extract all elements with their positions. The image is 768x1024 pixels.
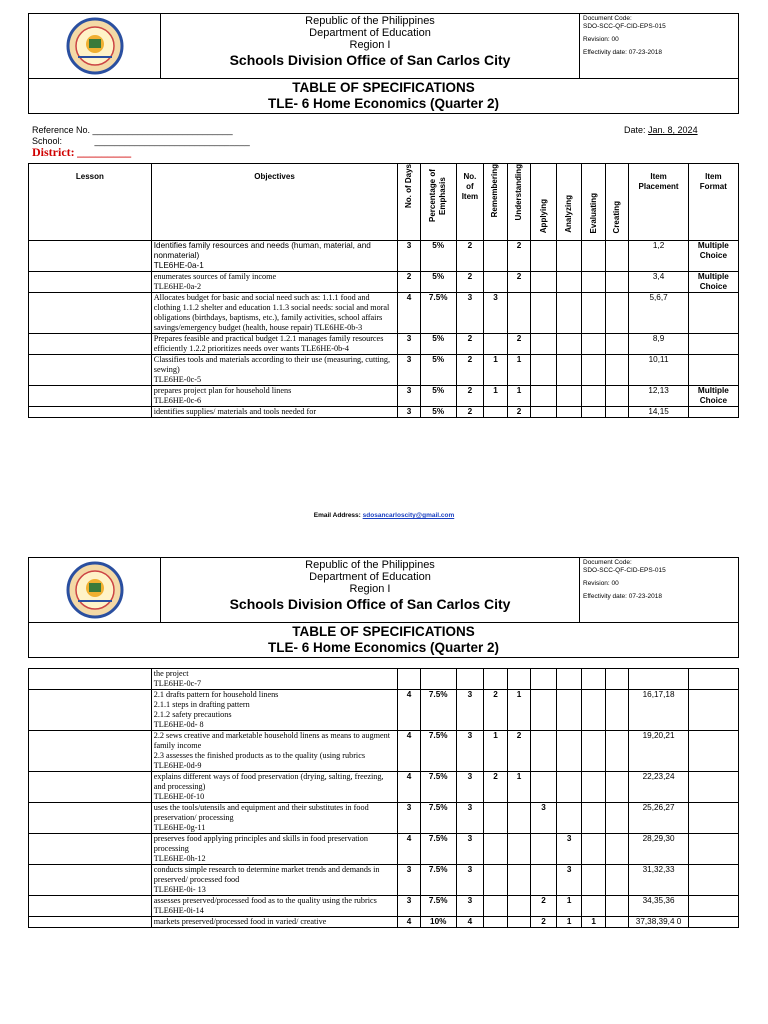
und-cell: [507, 865, 531, 896]
tos-table-page-1: [28, 163, 739, 418]
rem-cell: [484, 669, 508, 690]
items-cell: 3: [456, 896, 484, 917]
lesson-cell: [29, 772, 152, 803]
letterhead: [28, 13, 739, 114]
pct-cell: 5%: [420, 334, 456, 355]
ana-cell: [556, 241, 582, 272]
pct-cell: 7.5%: [420, 772, 456, 803]
app-cell: [531, 355, 557, 386]
rem-cell: 1: [484, 731, 508, 772]
placement-cell: 3,4: [629, 272, 688, 293]
app-cell: [531, 865, 557, 896]
placement-cell: 22,23,24: [629, 772, 688, 803]
reference-no: Reference No. ____________________________: [32, 125, 233, 135]
ana-cell: [556, 334, 582, 355]
format-cell: [688, 865, 738, 896]
lesson-cell: [29, 834, 152, 865]
eva-cell: [582, 669, 606, 690]
pct-cell: 7.5%: [420, 803, 456, 834]
lesson-cell: [29, 865, 152, 896]
format-cell: [688, 334, 738, 355]
pct-cell: 7.5%: [420, 865, 456, 896]
days-cell: 3: [398, 896, 421, 917]
cre-cell: [605, 241, 629, 272]
und-cell: [507, 917, 531, 928]
und-cell: 2: [507, 272, 531, 293]
revision-text: Revision: 00: [583, 580, 619, 587]
items-cell: 3: [456, 834, 484, 865]
placement-cell: 25,26,27: [629, 803, 688, 834]
app-cell: [531, 241, 557, 272]
table-row: [29, 386, 739, 407]
rem-cell: [484, 834, 508, 865]
cre-cell: [605, 690, 629, 731]
email-link[interactable]: sdosancarloscity@gmail.com: [362, 512, 455, 519]
days-cell: [398, 669, 421, 690]
table-row: [29, 917, 739, 928]
table-row: [29, 803, 739, 834]
lesson-cell: [29, 272, 152, 293]
format-cell: Multiple Choice: [688, 272, 738, 293]
app-cell: [531, 772, 557, 803]
remembering-header: Remembering: [490, 164, 500, 218]
days-header: No. of Days: [404, 164, 414, 209]
format-cell: [688, 731, 738, 772]
format-cell: [688, 669, 738, 690]
items-cell: 3: [456, 731, 484, 772]
table-row: [29, 669, 739, 690]
table-row: [29, 731, 739, 772]
lesson-header: Lesson: [29, 164, 152, 241]
department-text: Department of Education: [309, 571, 431, 583]
und-cell: [507, 834, 531, 865]
revision-text: Revision: 00: [583, 36, 619, 43]
format-cell: [688, 896, 738, 917]
table-row: [29, 834, 739, 865]
understanding-header: Understanding: [513, 164, 523, 221]
format-cell: Multiple Choice: [688, 386, 738, 407]
eva-cell: [582, 803, 606, 834]
app-cell: [531, 386, 557, 407]
items-cell: 3: [456, 690, 484, 731]
eva-cell: [582, 772, 606, 803]
days-cell: 4: [398, 834, 421, 865]
doc-code: SDO-SCC-QF-CID-EPS-015: [583, 23, 666, 30]
placement-cell: 16,17,18: [629, 690, 688, 731]
items-cell: 2: [456, 407, 484, 418]
email-label: Email Address:: [313, 512, 361, 519]
app-cell: 3: [531, 803, 557, 834]
lesson-cell: [29, 334, 152, 355]
pct-cell: 5%: [420, 386, 456, 407]
eva-cell: [582, 834, 606, 865]
rem-cell: 2: [484, 690, 508, 731]
rem-cell: 1: [484, 355, 508, 386]
lesson-cell: [29, 896, 152, 917]
items-cell: 4: [456, 917, 484, 928]
date-value: Jan. 8, 2024: [648, 125, 698, 135]
analyzing-header: Analyzing: [564, 195, 574, 233]
cre-cell: [605, 386, 629, 407]
letterhead-page-2: [28, 557, 739, 658]
school-line: _______________________________: [94, 136, 250, 146]
rem-cell: [484, 917, 508, 928]
pct-cell: 7.5%: [420, 293, 456, 334]
cre-cell: [605, 803, 629, 834]
region-text: Region I: [349, 39, 391, 51]
rem-cell: 2: [484, 772, 508, 803]
effectivity-text: Effectivity date: 07-23-2018: [583, 49, 663, 56]
district-line: _________: [77, 145, 132, 159]
format-cell: [688, 355, 738, 386]
items-cell: 2: [456, 241, 484, 272]
app-cell: [531, 690, 557, 731]
rem-cell: [484, 407, 508, 418]
format-header: Item Format: [688, 164, 738, 241]
ana-cell: [556, 669, 582, 690]
lesson-cell: [29, 355, 152, 386]
tos-table-page-2: [28, 668, 739, 928]
eva-cell: [582, 355, 606, 386]
lesson-cell: [29, 803, 152, 834]
format-cell: [688, 407, 738, 418]
objective-cell: Identifies family resources and needs (human, material, and nonmaterial) TLE6HE-0a-1: [151, 241, 398, 272]
table-row: [29, 334, 739, 355]
republic-text: Republic of the Philippines: [305, 15, 435, 27]
days-cell: 4: [398, 690, 421, 731]
cre-cell: [605, 772, 629, 803]
und-cell: 2: [507, 731, 531, 772]
objective-cell: uses the tools/utensils and equipment and their substitutes in food preservation/ processing TLE6HE-0g-11: [151, 803, 398, 834]
table-row: [29, 241, 739, 272]
eva-cell: [582, 690, 606, 731]
region-text: Region I: [349, 583, 391, 595]
cre-cell: [605, 731, 629, 772]
items-cell: 2: [456, 386, 484, 407]
eva-cell: [582, 731, 606, 772]
items-cell: 2: [456, 334, 484, 355]
objective-cell: the project TLE6HE-0c-7: [151, 669, 398, 690]
placement-cell: 1,2: [629, 241, 688, 272]
pct-cell: 5%: [420, 407, 456, 418]
app-cell: [531, 293, 557, 334]
cre-cell: [605, 896, 629, 917]
items-cell: 2: [456, 272, 484, 293]
lesson-cell: [29, 386, 152, 407]
format-cell: [688, 917, 738, 928]
rem-cell: [484, 241, 508, 272]
cre-cell: [605, 334, 629, 355]
tos-subtitle: TLE- 6 Home Economics (Quarter 2): [267, 640, 500, 655]
und-cell: [507, 669, 531, 690]
app-cell: [531, 669, 557, 690]
doc-code-label: Document Code:: [583, 15, 632, 22]
department-text: Department of Education: [309, 27, 431, 39]
placement-cell: 10,11: [629, 355, 688, 386]
und-cell: [507, 293, 531, 334]
objective-cell: enumerates sources of family income TLE6HE-0a-2: [151, 272, 398, 293]
objective-cell: conducts simple research to determine market trends and demands in preserved/ processed food TLE6HE-0i- 13: [151, 865, 398, 896]
rem-cell: [484, 896, 508, 917]
date-field: [624, 125, 698, 135]
tos-title: TABLE OF SPECIFICATIONS: [292, 80, 475, 95]
rem-cell: [484, 272, 508, 293]
format-cell: [688, 293, 738, 334]
objective-cell: assesses preserved/processed food as to the quality using the rubrics TLE6HE-0i-14: [151, 896, 398, 917]
placement-cell: 34,35,36: [629, 896, 688, 917]
pct-cell: 7.5%: [420, 690, 456, 731]
app-cell: [531, 731, 557, 772]
lesson-cell: [29, 690, 152, 731]
cre-cell: [605, 293, 629, 334]
placement-header: Item Placement: [629, 164, 688, 241]
ana-cell: 3: [556, 865, 582, 896]
eva-cell: [582, 293, 606, 334]
pct-cell: 5%: [420, 272, 456, 293]
pct-cell: 7.5%: [420, 834, 456, 865]
app-cell: [531, 407, 557, 418]
format-cell: [688, 803, 738, 834]
eva-cell: [582, 865, 606, 896]
und-cell: 2: [507, 241, 531, 272]
ana-cell: [556, 772, 582, 803]
rem-cell: 3: [484, 293, 508, 334]
eva-cell: [582, 272, 606, 293]
placement-cell: [629, 669, 688, 690]
placement-cell: 8,9: [629, 334, 688, 355]
placement-cell: 14,15: [629, 407, 688, 418]
items-cell: 3: [456, 865, 484, 896]
eva-cell: [582, 386, 606, 407]
objective-cell: prepares project plan for household linens TLE6HE-0c-6: [151, 386, 398, 407]
cre-cell: [605, 669, 629, 690]
pct-cell: 5%: [420, 355, 456, 386]
ana-cell: [556, 293, 582, 334]
lesson-cell: [29, 731, 152, 772]
school-label: School:: [32, 136, 63, 146]
objective-cell: explains different ways of food preservation (drying, salting, freezing, and processing) TLE6HE-0f-10: [151, 772, 398, 803]
objective-cell: Prepares feasible and practical budget 1.2.1 manages family resources efficiently 1.2.2 prioritizes needs over wants TLE6HE-0b-4: [151, 334, 398, 355]
creating-header: Creating: [612, 200, 622, 233]
und-cell: 2: [507, 334, 531, 355]
days-cell: 4: [398, 772, 421, 803]
days-cell: 4: [398, 293, 421, 334]
table-row: [29, 293, 739, 334]
applying-header: Applying: [538, 198, 548, 233]
pct-cell: [420, 669, 456, 690]
eva-cell: [582, 334, 606, 355]
days-cell: 3: [398, 803, 421, 834]
tos-subtitle: TLE- 6 Home Economics (Quarter 2): [267, 96, 500, 111]
items-cell: 2: [456, 355, 484, 386]
days-cell: 3: [398, 407, 421, 418]
app-cell: [531, 272, 557, 293]
tos-title: TABLE OF SPECIFICATIONS: [292, 624, 475, 639]
cre-cell: [605, 272, 629, 293]
cre-cell: [605, 865, 629, 896]
und-cell: 1: [507, 386, 531, 407]
effectivity-text: Effectivity date: 07-23-2018: [583, 593, 663, 600]
ana-cell: [556, 731, 582, 772]
app-cell: [531, 334, 557, 355]
objectives-header: Objectives: [151, 164, 398, 241]
ana-cell: [556, 407, 582, 418]
pct-header: Percentage of Emphasis: [428, 169, 448, 223]
days-cell: 3: [398, 386, 421, 407]
days-cell: 4: [398, 731, 421, 772]
evaluating-header: Evaluating: [588, 192, 598, 233]
district-label: District:: [32, 145, 75, 159]
lesson-cell: [29, 669, 152, 690]
lesson-cell: [29, 293, 152, 334]
app-cell: 2: [531, 896, 557, 917]
placement-cell: 28,29,30: [629, 834, 688, 865]
format-cell: [688, 690, 738, 731]
placement-cell: 37,38,39,4 0: [629, 917, 688, 928]
eva-cell: [582, 896, 606, 917]
office-title: Schools Division Office of San Carlos City: [229, 596, 511, 612]
seal-logo: [29, 558, 161, 622]
days-cell: 4: [398, 917, 421, 928]
lesson-cell: [29, 241, 152, 272]
ana-cell: 1: [556, 896, 582, 917]
pct-cell: 7.5%: [420, 731, 456, 772]
placement-cell: 31,32,33: [629, 865, 688, 896]
und-cell: 2: [507, 407, 531, 418]
items-cell: 3: [456, 803, 484, 834]
rem-cell: [484, 334, 508, 355]
table-row: [29, 896, 739, 917]
days-cell: 3: [398, 865, 421, 896]
placement-cell: 5,6,7: [629, 293, 688, 334]
seal-logo: [29, 14, 161, 78]
und-cell: [507, 896, 531, 917]
format-cell: [688, 772, 738, 803]
days-cell: 3: [398, 241, 421, 272]
cre-cell: [605, 355, 629, 386]
table-row: [29, 690, 739, 731]
date-label: Date:: [624, 125, 646, 135]
und-cell: 1: [507, 690, 531, 731]
cre-cell: [605, 834, 629, 865]
ana-cell: [556, 355, 582, 386]
pct-cell: 7.5%: [420, 896, 456, 917]
ana-cell: [556, 386, 582, 407]
rem-cell: [484, 865, 508, 896]
cre-cell: [605, 917, 629, 928]
days-cell: 3: [398, 355, 421, 386]
doc-code: SDO-SCC-QF-CID-EPS-015: [583, 567, 666, 574]
objective-cell: markets preserved/processed food in varied/ creative: [151, 917, 398, 928]
rem-cell: [484, 803, 508, 834]
table-row: [29, 407, 739, 418]
header-row: [29, 164, 739, 241]
objective-cell: identifies supplies/ materials and tools needed for: [151, 407, 398, 418]
ana-cell: 3: [556, 834, 582, 865]
objective-cell: Classifies tools and materials according to their use (measuring, cutting, sewing) TLE6HE-0c-5: [151, 355, 398, 386]
items-header: No. of Item: [456, 164, 484, 241]
und-cell: 1: [507, 772, 531, 803]
office-title: Schools Division Office of San Carlos City: [229, 52, 511, 68]
table-row: [29, 772, 739, 803]
table-row: [29, 865, 739, 896]
email-footer: [0, 512, 768, 519]
lesson-cell: [29, 917, 152, 928]
format-cell: Multiple Choice: [688, 241, 738, 272]
objective-cell: Allocates budget for basic and social need such as: 1.1.1 food and clothing 1.1.2 shelter and education 1.1.3 social needs: social and moral obligations (birthdays, baptisms, etc.), family activities, school affairs savings/emergency budget (health, house repair) TLE6HE-0b-3: [151, 293, 398, 334]
pct-cell: 10%: [420, 917, 456, 928]
placement-cell: 12,13: [629, 386, 688, 407]
days-cell: 2: [398, 272, 421, 293]
placement-cell: 19,20,21: [629, 731, 688, 772]
ana-cell: [556, 272, 582, 293]
objective-cell: 2.1 drafts pattern for household linens 2.1.1 steps in drafting pattern 2.1.2 safety precautions TLE6HE-0d- 8: [151, 690, 398, 731]
table-row: [29, 355, 739, 386]
items-cell: 3: [456, 772, 484, 803]
pct-cell: 5%: [420, 241, 456, 272]
ana-cell: 1: [556, 917, 582, 928]
objective-cell: 2.2 sews creative and marketable household linens as means to augment family income 2.3 assesses the finished products as to the quality (using rubrics TLE6HE-0d-9: [151, 731, 398, 772]
eva-cell: [582, 407, 606, 418]
cre-cell: [605, 407, 629, 418]
eva-cell: [582, 241, 606, 272]
ana-cell: [556, 803, 582, 834]
objective-cell: preserves food applying principles and skills in food preservation processing TLE6HE-0h-12: [151, 834, 398, 865]
ana-cell: [556, 690, 582, 731]
format-cell: [688, 834, 738, 865]
items-cell: [456, 669, 484, 690]
doc-code-label: Document Code:: [583, 559, 632, 566]
app-cell: 2: [531, 917, 557, 928]
lesson-cell: [29, 407, 152, 418]
items-cell: 3: [456, 293, 484, 334]
republic-text: Republic of the Philippines: [305, 559, 435, 571]
days-cell: 3: [398, 334, 421, 355]
und-cell: 1: [507, 355, 531, 386]
eva-cell: 1: [582, 917, 606, 928]
district-field: [32, 147, 131, 158]
und-cell: [507, 803, 531, 834]
table-row: [29, 272, 739, 293]
app-cell: [531, 834, 557, 865]
rem-cell: 1: [484, 386, 508, 407]
